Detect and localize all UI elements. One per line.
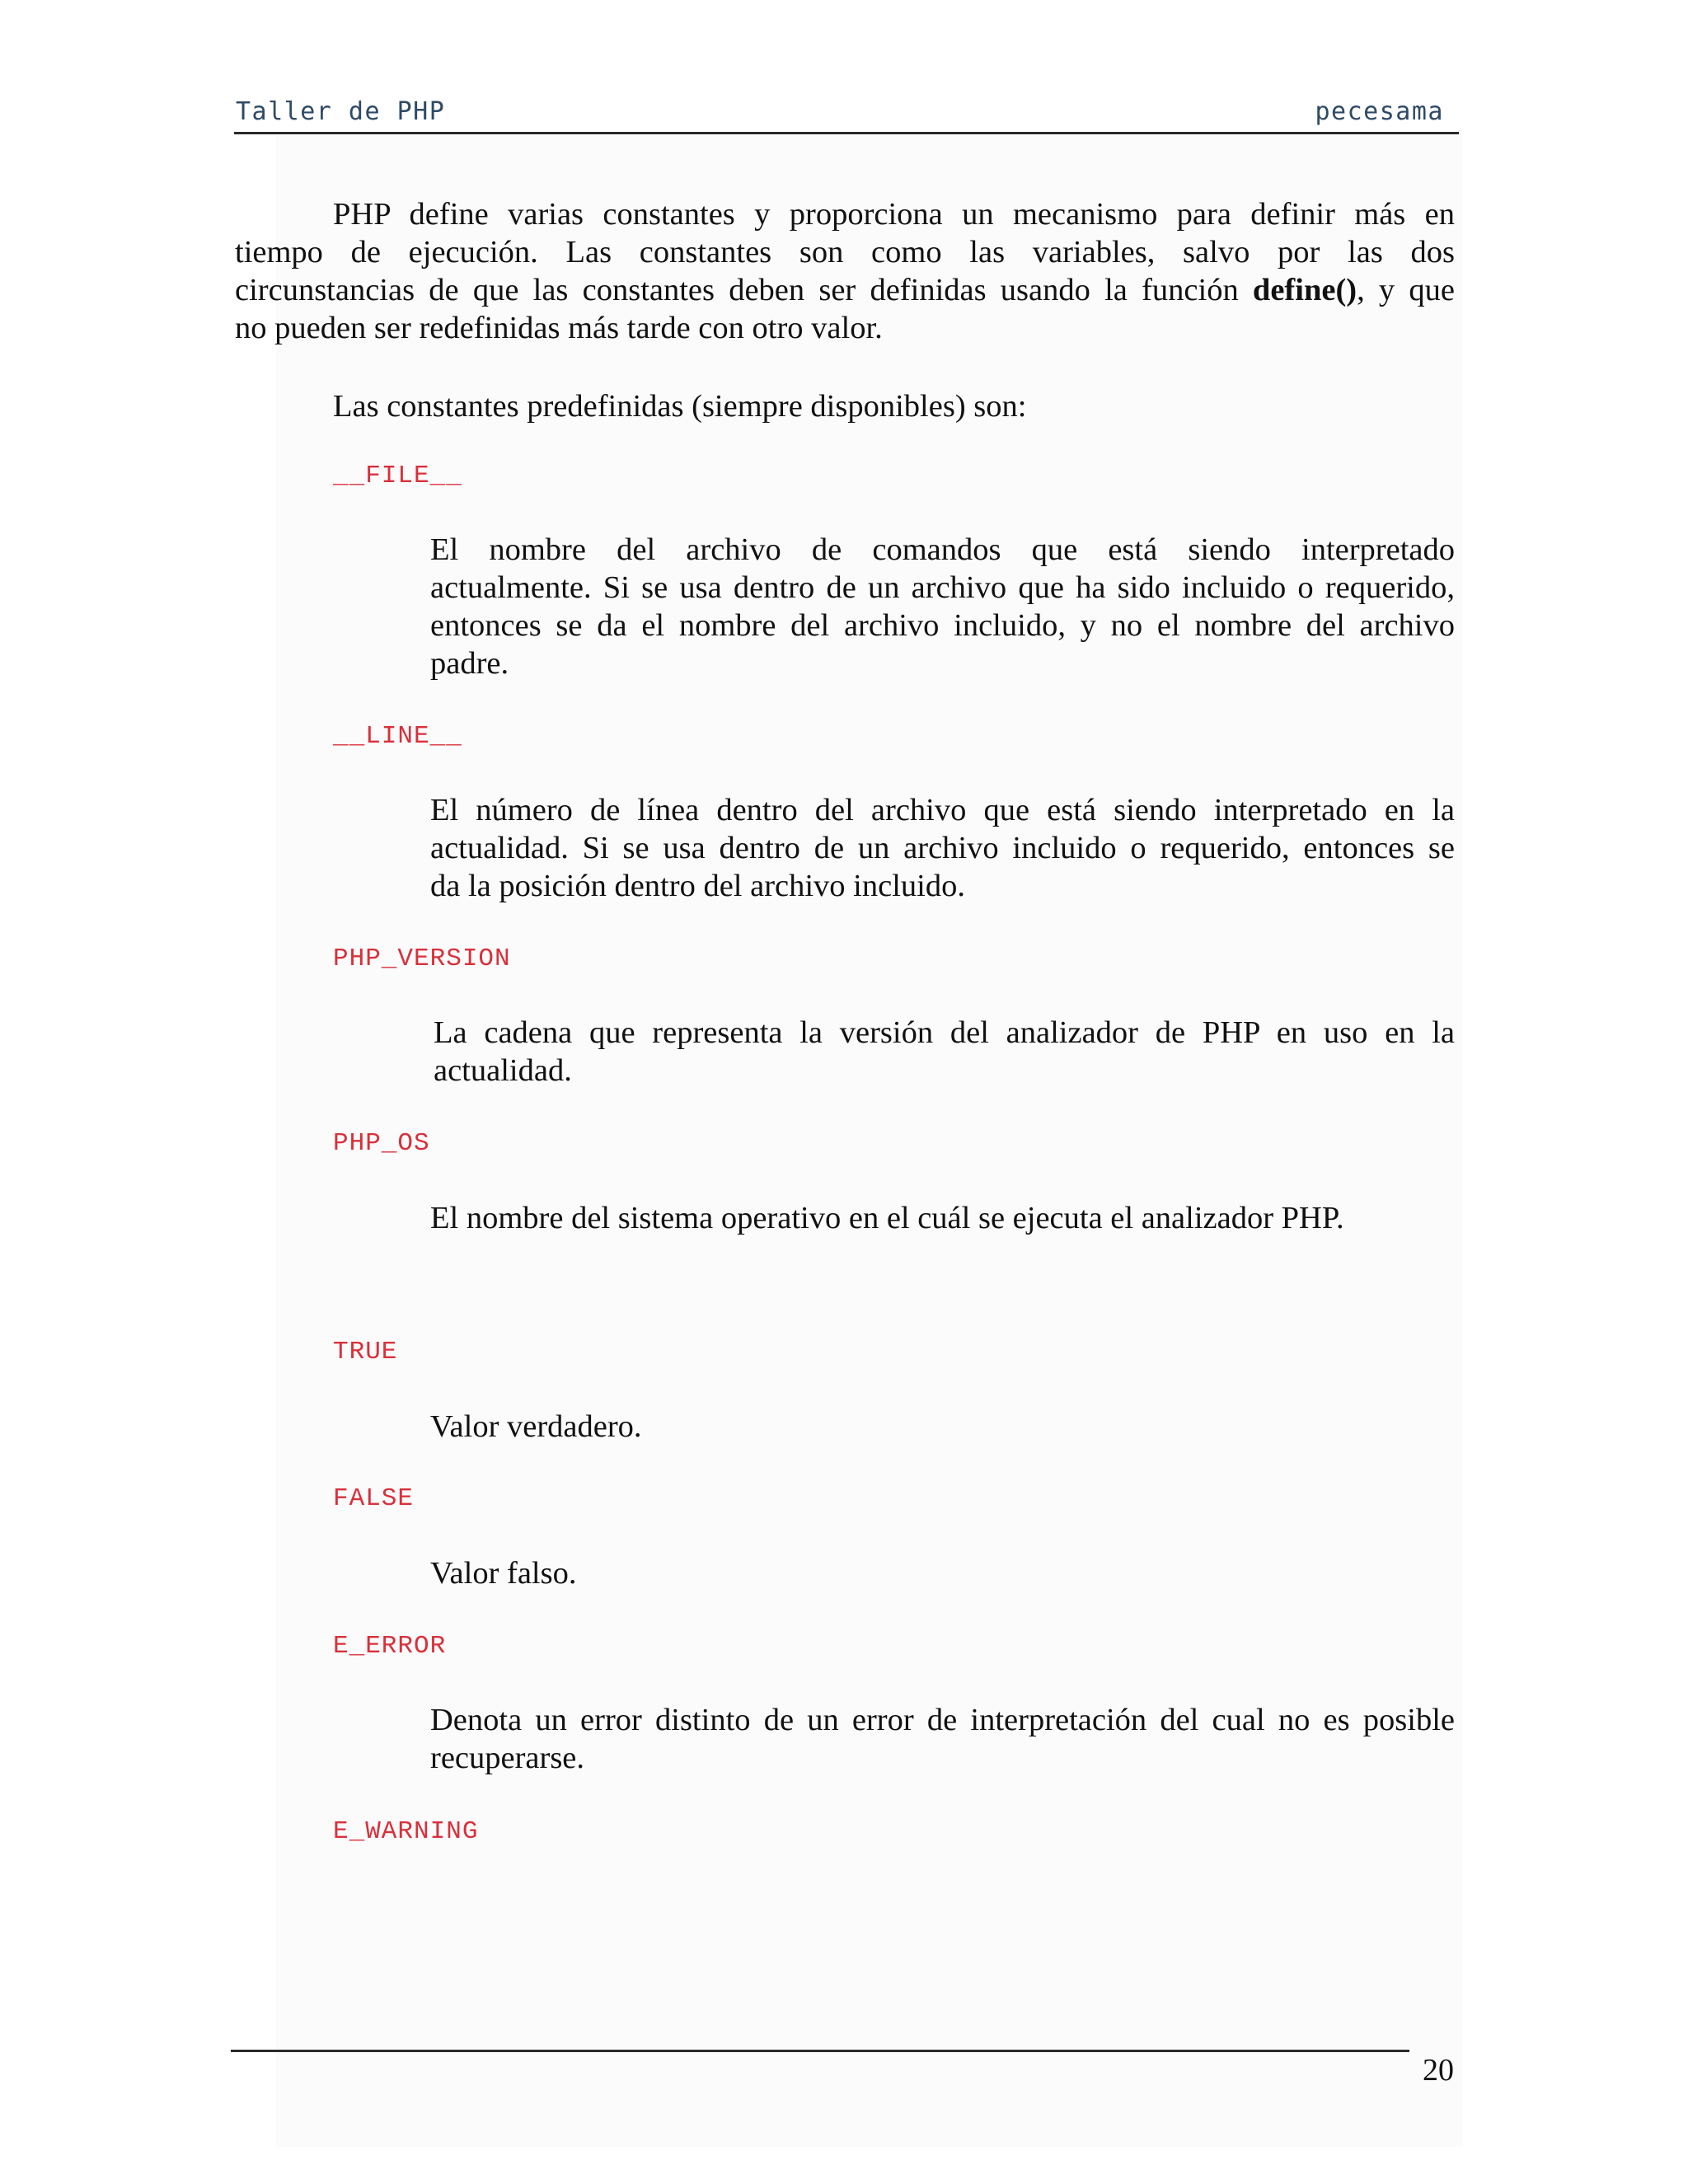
constant-name-false: FALSE xyxy=(333,1484,415,1513)
desc-line: El número de línea dentro del archivo que está siendo interpretado en la xyxy=(430,793,1455,827)
desc-line: actualmente. Si se usa dentro de un archivo que ha sido incluido o requerido, xyxy=(430,570,1455,605)
desc-line: da la posición dentro del archivo incluido. xyxy=(430,869,965,903)
desc-line: entonces se da el nombre del archivo incluido, y no el nombre del archivo xyxy=(430,608,1455,643)
constant-desc-line xyxy=(430,791,1455,905)
desc-line: El nombre del archivo de comandos que está siendo interpretado xyxy=(430,532,1455,567)
intro-paragraph xyxy=(235,195,1455,347)
intro-line-2: tiempo de ejecución. Las constantes son como las variables, salvo por las dos xyxy=(235,235,1455,269)
intro-line-3-tail: , y que xyxy=(1357,273,1455,307)
desc-line: actualidad. xyxy=(434,1053,572,1088)
constant-desc-file xyxy=(430,531,1455,682)
constant-name-php-version: PHP_VERSION xyxy=(333,944,511,973)
constant-desc-false xyxy=(430,1554,1455,1592)
footer-rule xyxy=(231,2050,1409,2052)
define-function-term: define() xyxy=(1252,273,1357,307)
page-number: 20 xyxy=(1423,2053,1454,2088)
intro-line-3 xyxy=(235,271,1455,309)
constant-desc-e-error xyxy=(430,1701,1455,1777)
intro-line-1: PHP define varias constantes y proporciona un mecanismo para definir más en xyxy=(333,197,1455,232)
desc-line: padre. xyxy=(430,646,509,681)
desc-line: La cadena que representa la versión del analizador de PHP en uso en la xyxy=(434,1015,1455,1050)
constant-desc-php-version xyxy=(434,1014,1455,1090)
constant-desc-php-os xyxy=(430,1199,1455,1237)
header-title: Taller de PHP xyxy=(236,97,446,126)
predefined-intro: Las constantes predefinidas (siempre disponibles) son: xyxy=(333,389,1027,424)
header-author: pecesama xyxy=(1315,97,1444,126)
constant-desc-true xyxy=(430,1408,1455,1446)
desc-line: Denota un error distinto de un error de interpretación del cual no es posible xyxy=(430,1703,1455,1737)
constant-name-e-warning: E_WARNING xyxy=(333,1817,479,1846)
intro-line-4: no pueden ser redefinidas más tarde con otro valor. xyxy=(235,311,883,345)
desc-line: Valor verdadero. xyxy=(430,1409,642,1444)
desc-line: actualidad. Si se usa dentro de un archivo incluido o requerido, entonces se xyxy=(430,831,1455,865)
desc-line: Valor falso. xyxy=(430,1556,577,1591)
constant-name-true: TRUE xyxy=(333,1338,398,1366)
constant-name-file: __FILE__ xyxy=(333,462,462,490)
constant-name-e-error: E_ERROR xyxy=(333,1632,447,1661)
constant-name-line: __LINE__ xyxy=(333,722,462,751)
constant-name-php-os: PHP_OS xyxy=(333,1129,430,1158)
desc-line: recuperarse. xyxy=(430,1741,585,1775)
page-header xyxy=(234,92,1459,134)
intro-line-3-text: circunstancias de que las constantes deben ser definidas usando la función xyxy=(235,273,1239,307)
desc-line: El nombre del sistema operativo en el cuál se ejecuta el analizador PHP. xyxy=(430,1201,1344,1235)
